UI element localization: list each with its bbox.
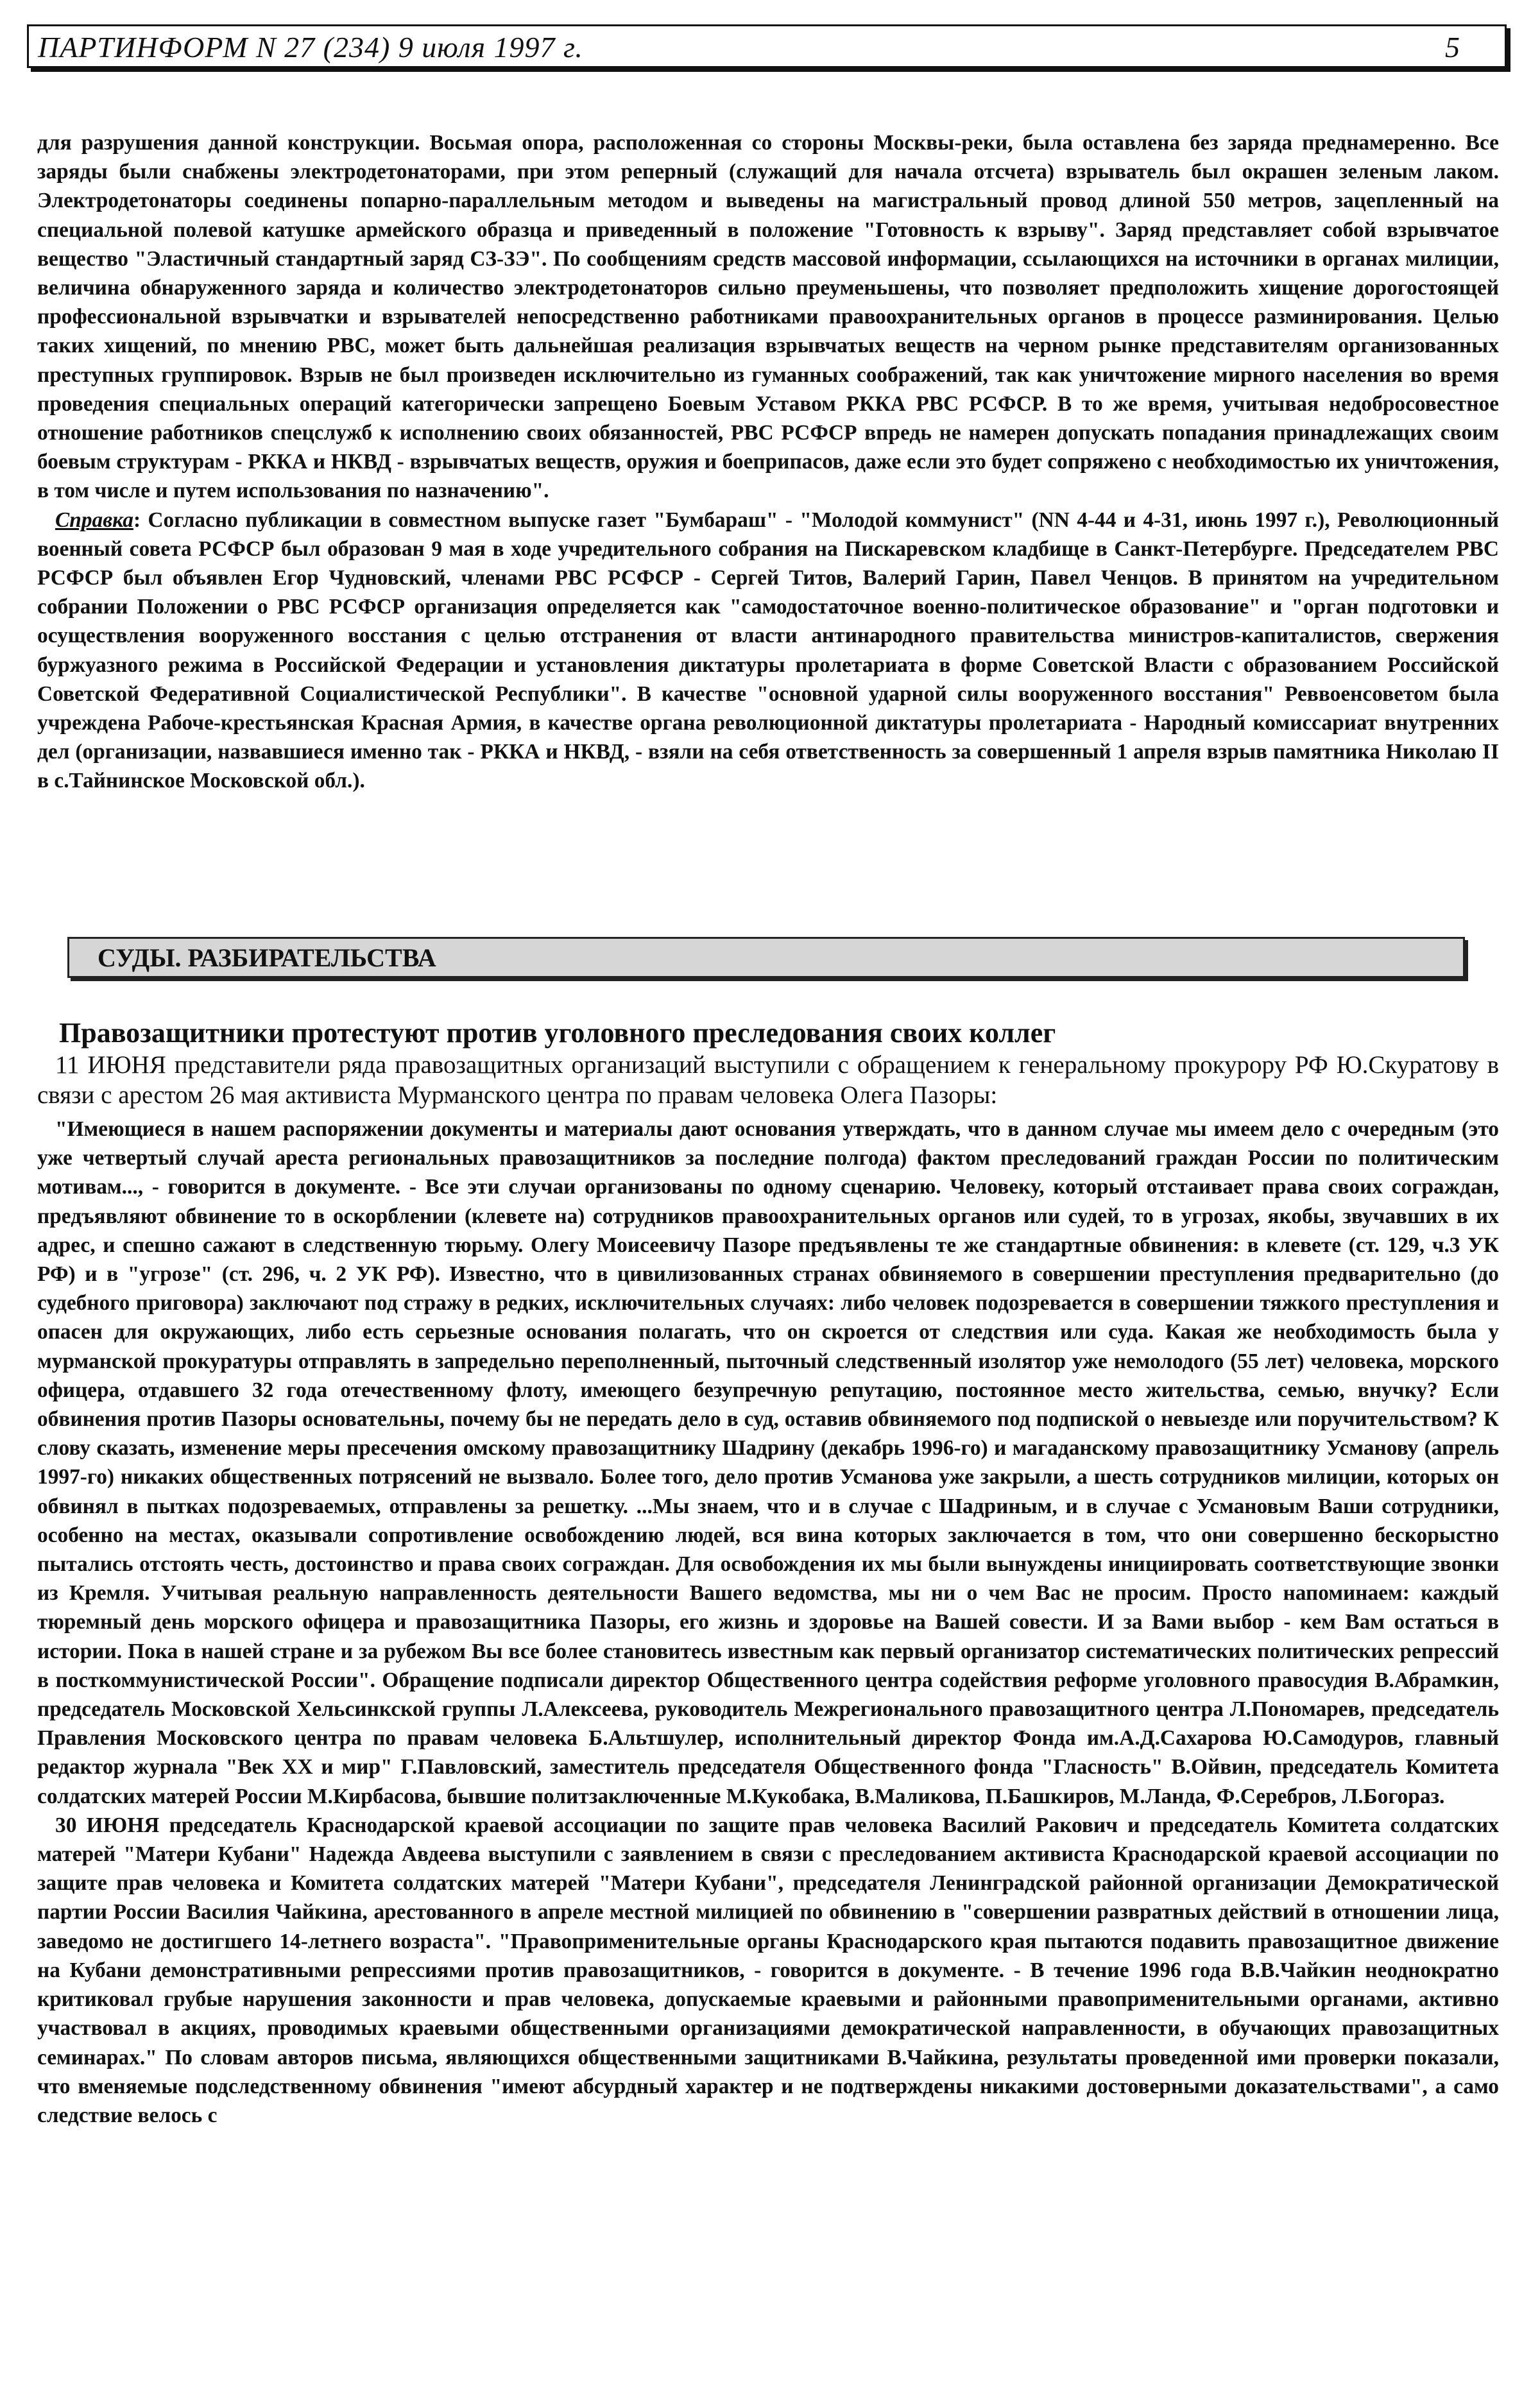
- reference-note: [37, 506, 1499, 796]
- section-heading: [67, 937, 1465, 978]
- top-article-paragraph: для разрушения данной конструкции. Восьмая опора, расположенная со стороны Москвы-реки, была оставлена без заряда преднамеренно. Все заряды были снабжены электродетонаторами, при этом реперный (служащий для начала отсчета) взрыватель был окрашен зеленым лаком. Электродетонаторы соединены попарно-параллельным методом и выведены на магистральный провод длиной 550 метров, зацепленный на специальной полевой катушке армейского образца и приведенный в положение "Готовность к взрыву". Заряд представляет собой взрывчатое вещество "Эластичный стандартный заряд СЗ-ЗЭ". По сообщениям средств массовой информации, ссылающихся на источники в органах милиции, величина обнаруженного заряда и количество электродетонаторов сильно преуменьшены, что позволяет предположить хищение дорогостоящей профессиональной взрывчатки и взрывателей непосредственно работниками правоохранительных органов в процессе разминирования. Целью таких хищений, по мнению РВС, может быть дальнейшая реализация взрывчатых веществ на черном рынке представителям организованных преступных группировок. Взрыв не был произведен исключительно из гуманных соображений, так как уничтожение мирного населения во время проведения специальных операций категорически запрещено Боевым Уставом РККА РВС РСФСР. В то же время, учитывая недобросовестное отношение работников спецслужб к исполнению своих обязанностей, РВС РСФСР впредь не намерен допускать попадания принадлежащих своим боевым структурам - РККА и НКВД - взрывчатых веществ, оружия и боеприпасов, даже если это будет сопряжено с необходимостью их уничтожения, в том числе и путем использования по назначению".: [37, 131, 1499, 503]
- reference-note-text: : Согласно публикации в совместном выпуске газет "Бумбараш" - "Молодой коммунист" (NN 4-44 и 4-31, июнь 1997 г.), Революционный военный совета РСФСР был образован 9 мая в ходе учредительного собрания на Пискаревском кладбище в Санкт-Петербурге. Председателем РВС РСФСР был объявлен Егор Чудновский, членами РВС РСФСР - Сергей Титов, Валерий Гарин, Павел Ченцов. В принятом на учредительном собрании Положении о РВС РСФСР организация определяется как "самодостаточное военно-политическое образование" и "орган подготовки и осуществления вооруженного восстания с целью отстранения от власти антинародного правительства министров-капиталистов, свержения буржуазного режима в Российской Федерации и установления диктатуры пролетариата в форме Советской Власти с образованием Российской Советской Федеративной Социалистической Республики". В качестве "основной ударной силы вооруженного восстания" Реввоенсоветом была учреждена Рабоче-крестьянская Красная Армия, в качестве органа революционной диктатуры пролетариата - Народный комиссариат внутренних дел (организации, назвавшиеся именно так - РККА и НКВД, - взяли на себя ответственность за совершенный 1 апреля взрыв памятника Николаю II в с.Тайнинское Московской обл.).: [37, 508, 1499, 793]
- publication-title: ПАРТИНФОРМ N 27 (234) 9 июля 1997 г.: [38, 31, 583, 64]
- article-paragraph-2: 30 ИЮНЯ председатель Краснодарской краевой ассоциации по защите прав человека Василий Ракович и председатель Комитета солдатских матерей "Матери Кубани" Надежда Авдеева выступили с заявлением в связи с преследованием активиста Краснодарской краевой ассоциации по защите прав человека и Комитета солдатских матерей "Матери Кубани", председателя Ленинградской районной организации Демократической партии России Василия Чайкина, арестованного в апреле местной милицией по обвинению в "совершении развратных действий в отношении лица, заведомо не достигшего 14-летнего возраста". "Правоприменительные органы Краснодарского края пытаются подавить правозащитное движение на Кубани демонстративными репрессиями против правозащитников, - говорится в документе. - В течение 1996 года В.В.Чайкин неоднократно критиковал грубые нарушения законности и прав человека, допускаемые краевыми и районными правоприменительными органами, активно участвовал в акциях, проводимых краевыми общественными организациями демократической направленности, в обучающих правозащитных семинарах." По словам авторов письма, являющихся общественными защитниками В.Чайкина, результаты проведенной ими проверки показали, что вменяемые подследственному обвинения "имеют абсурдный характер и не подтверждены никакими достоверными доказательствами", а само следствие велось с: [37, 1813, 1499, 2127]
- article-headline: Правозащитники протестуют против уголовного преследования своих коллег: [59, 1017, 1056, 1049]
- section-title: СУДЫ. РАЗБИРАТЕЛЬСТВА: [98, 943, 436, 972]
- article-lead: [37, 1050, 1499, 1110]
- article-body: [37, 1115, 1499, 2130]
- article-lead-text: 11 ИЮНЯ представители ряда правозащитных организаций выступили с обращением к генеральному прокурору РФ Ю.Скуратову в связи с арестом 26 мая активиста Мурманского центра по правам человека Олега Пазоры:: [37, 1051, 1499, 1109]
- page-number: 5: [1445, 31, 1460, 64]
- article-quote: "Имеющиеся в нашем распоряжении документы и материалы дают основания утверждать, что в данном случае мы имеем дело с очередным (это уже четвертый случай ареста региональных правозащитников за последние полгода) фактом преследований граждан России по политическим мотивам..., - говорится в документе. - Все эти случаи организованы по одному сценарию. Человеку, который отстаивает права своих сограждан, предъявляют обвинение то в оскорблении (клевете на) сотрудников правоохранительных органов или судей, то в угрозах, якобы, звучавших в их адрес, и спешно сажают в следственную тюрьму. Олегу Моисеевичу Пазоре предъявлены те же стандартные обвинения: в клевете (ст. 129, ч.3 УК РФ) и в "угрозе" (ст. 296, ч. 2 УК РФ). Известно, что в цивилизованных странах обвиняемого в совершении преступления предварительно (до судебного приговора) заключают под стражу в редких, исключительных случаях: либо человек подозревается в совершении тяжкого преступления и опасен для окружающих, либо есть серьезные основания полагать, что он скроется от следствия или суда. Какая же необходимость была у мурманской прокуратуры отправлять в запредельно переполненный, пыточный следственный изолятор уже немолодого (55 лет) человека, морского офицера, отдавшего 32 года отечественному флоту, имеющего безупречную репутацию, постоянное место жительства, семью, внучку? Если обвинения против Пазоры основательны, почему бы не передать дело в суд, оставив обвиняемого под подпиской о невыезде или поручительством? К слову сказать, изменение меры пресечения омскому правозащитнику Шадрину (декабрь 1996-го) и магаданскому правозащитнику Усманову (апрель 1997-го) никаких общественных потрясений не вызвало. Более того, дело против Усманова уже закрыли, а шесть сотрудников милиции, которых он обвинял в пытках подозреваемых, отправлены за решетку. ...Мы знаем, что и в случае с Шадриным, и в случае с Усмановым Ваши сотрудники, особенно на местах, оказывали сопротивление освобождению людей, вся вина которых заключается в том, что они совершенно бескорыстно пытались отстоять честь, достоинство и права своих сограждан. Для освобождения их мы были вынуждены инициировать соответствующие звонки из Кремля. Учитывая реальную направленность деятельности Вашего ведомства, мы ни о чем Вас не просим. Просто напоминаем: каждый тюремный день морского офицера и правозащитника Пазоры, его жизнь и здоровье на Вашей совести. И за Вами выбор - кем Вам остаться в истории. Пока в нашей стране и за рубежом Вы все более становитесь известным как первый организатор систематических политических репрессий в посткоммунистической России". Обращение подписали директор Общественного центра содействия реформе уголовного правосудия В.Абрамкин, председатель Московской Хельсинкской группы Л.Алексеева, руководитель Межрегионального правозащитного центра Л.Пономарев, председатель Правления Московского центра по правам человека Б.Альтшулер, исполнительный директор Фонда им.А.Д.Сахарова Ю.Самодуров, главный редактор журнала "Век XX и мир" Г.Павловский, заместитель председателя Общественного фонда "Гласность" В.Ойвин, председатель Комитета солдатских матерей России М.Кирбасова, бывшие политзаключенные М.Кукобака, В.Маликова, П.Башкиров, М.Ланда, Ф.Серебров, Л.Богораз.: [37, 1117, 1499, 1808]
- top-article: [37, 128, 1499, 796]
- page-header: [27, 24, 1507, 68]
- reference-note-label: Справка: [55, 508, 133, 532]
